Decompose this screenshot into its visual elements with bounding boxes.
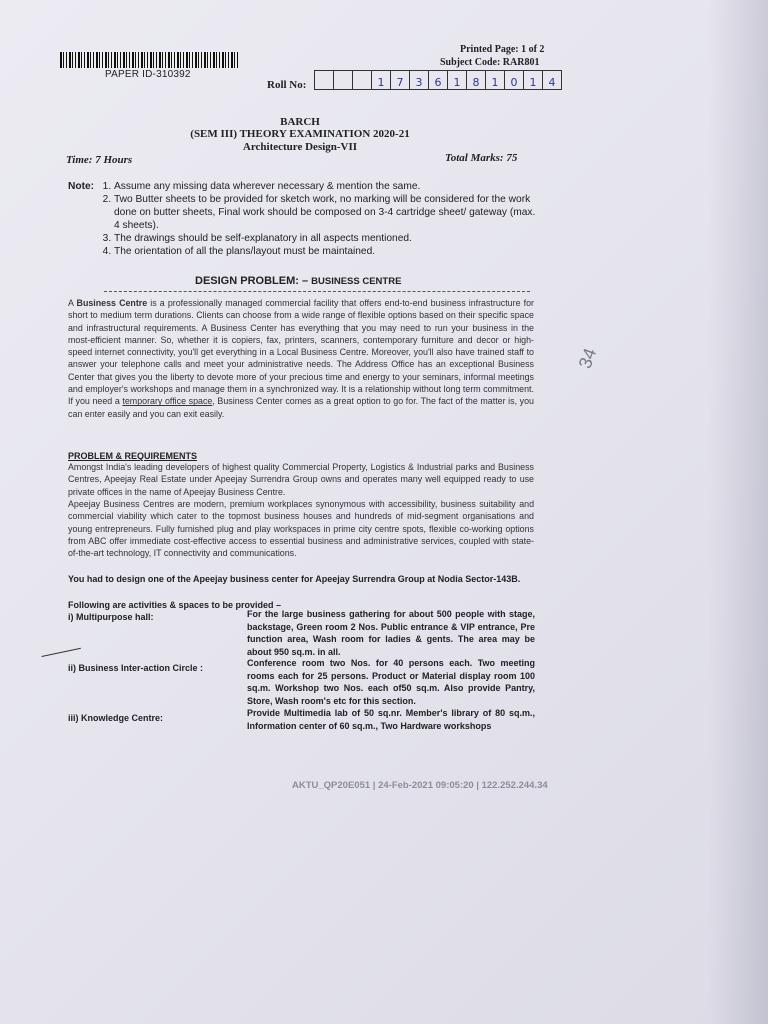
note-item: 4. The orientation of all the plans/layout must be maintained. bbox=[114, 245, 538, 258]
design-problem-title bbox=[195, 275, 401, 287]
exam-title: (SEM III) THEORY EXAMINATION 2020-21 bbox=[190, 128, 410, 140]
roll-digit: 1 bbox=[486, 71, 505, 89]
roll-digit: 1 bbox=[524, 71, 543, 89]
intro-text: is a professionally managed commercial facility that offers end-to-end business infrastructure for short to medium term durations. Clients can choose from a wide range of flexible options based on their specific space and infrastructural requirements. A Business Center has everything that you may need to run your business in the most-efficient manner. So, whether it is copiers, fax, printers, scanners, contemporary furniture and decor or high-speed internet connectivity, you'll get everything in a Local Business Centre. Moreover, you'll also have trained staff to answer your telephone calls and meet your administrative needs. The Address Office has an exceptional Business Center that gives you the liberty to devote more of your precious time and energy to your seminars, informal meetings and employer's workshops and manage them in a synchronized way. It is a relationship without long term commitment. If you need a bbox=[68, 298, 534, 407]
activities-heading: Following are activities & spaces to be provided – bbox=[68, 600, 282, 610]
roll-digit: 4 bbox=[548, 76, 556, 89]
subject-code: Subject Code: RAR801 bbox=[440, 57, 540, 68]
requirements-paragraph-2: Apeejay Business Centres are modern, premium workplaces synonymous with accessibility, business suitability and commercial viability which cater to the topmost business houses and hundreds of mid-segment organisations and young entrepreneurs. Fully furnished plug and play workspaces in prime city centre spots, flexible co-working options from ABC offer immediate cost-effective access to essential business and administrative services, coupled with state-of-the-art technology, IT connectivity and communications. bbox=[68, 499, 534, 559]
roll-digit bbox=[353, 71, 372, 89]
note-item: 1. Assume any missing data wherever necessary & mention the same. bbox=[114, 180, 538, 193]
activity-label: iii) Knowledge Centre: bbox=[68, 713, 164, 723]
roll-digit: 1 bbox=[448, 71, 467, 89]
page-shadow bbox=[708, 0, 768, 1024]
footer-identifier: AKTU_QP20E051 | 24-Feb-2021 09:05:20 | 122.252.244.34 bbox=[292, 780, 548, 791]
activity-description: Conference room two Nos. for 40 persons each. Two meeting rooms each for 25 persons. Product or Material display room 100 sq.m. Workshop two Nos. each of50 sq.m. Also provide Pantry, Store, Wash room's etc for this section. bbox=[247, 658, 535, 706]
temporary-office-link: temporary office space bbox=[122, 396, 213, 407]
note-item: 3. The drawings should be self-explanatory in all aspects mentioned. bbox=[114, 232, 538, 245]
roll-digit: 0 bbox=[505, 71, 524, 89]
intro-paragraph bbox=[68, 297, 534, 420]
subject-title: Architecture Design-VII bbox=[242, 141, 358, 153]
roll-digit: 6 bbox=[429, 71, 448, 89]
dashed-divider bbox=[104, 291, 530, 292]
handwritten-number: 34 bbox=[574, 345, 601, 372]
roll-digit bbox=[334, 71, 353, 89]
roll-digit: 3 bbox=[410, 71, 429, 89]
roll-digit: 7 bbox=[391, 71, 410, 89]
roll-digit bbox=[315, 71, 334, 89]
paper-id: PAPER ID-310392 bbox=[105, 69, 191, 80]
design-problem-subject: BUSINESS CENTRE bbox=[311, 276, 402, 287]
intro-text: A bbox=[68, 298, 77, 308]
requirements-paragraph-1: Amongst India's leading developers of highest quality Commercial Property, Logistics & Industrial parks and Business Centres, Apeejay Real Estate under Apeejay Surrendra Group owns and operates many well equipped ready to use private offices in the name of Apeejay Business Centre. bbox=[68, 462, 534, 497]
activity-label: i) Multipurpose hall: bbox=[68, 612, 154, 622]
roll-no-boxes bbox=[314, 70, 562, 90]
notes-block bbox=[68, 180, 538, 258]
design-problem-label: DESIGN PROBLEM: – bbox=[195, 275, 309, 287]
activity-description: For the large business gathering for about 500 people with stage, backstage, Green room 2 Nos. Public entrance & VIP entrance, Pre function area, Wash room for ladies & gents. The area may be about 950 sq.m. in all. bbox=[247, 609, 535, 657]
roll-digit: 1 bbox=[372, 71, 391, 89]
printed-page: Printed Page: 1 of 2 bbox=[460, 44, 545, 55]
notes-label: Note: bbox=[68, 181, 95, 192]
note-item: 2. Two Butter sheets to be provided for sketch work, no marking will be considered for the work done on butter sheets, Final work should be composed on 3-4 cartridge sheet/ gateway (max. 4 sheets). bbox=[114, 193, 538, 232]
course-name: BARCH bbox=[280, 116, 320, 128]
activity-label: ii) Business Inter-action Circle : bbox=[68, 663, 204, 673]
total-marks: Total Marks: 75 bbox=[445, 152, 518, 164]
intro-bold-term: Business Centre bbox=[76, 298, 148, 308]
activity-description: Provide Multimedia lab of 50 sq.nr. Member's library of 80 sq.m., Information center of 60 sq.m., Two Hardware workshops bbox=[247, 708, 535, 731]
requirements-heading: PROBLEM & REQUIREMENTS bbox=[68, 451, 198, 461]
barcode-graphic bbox=[60, 52, 238, 68]
design-task: You had to design one of the Apeejay business center for Apeejay Surrendra Group at Nodia Sector-143B. bbox=[68, 574, 521, 584]
exam-time: Time: 7 Hours bbox=[66, 154, 133, 166]
intro-text: , Business Center comes as a great option to go for. The fact of the matter is, you can enter easily and you can exit easily. bbox=[68, 396, 534, 419]
roll-no-label: Roll No: bbox=[267, 79, 307, 91]
pen-mark bbox=[39, 636, 81, 657]
roll-digit: 8 bbox=[467, 71, 486, 89]
